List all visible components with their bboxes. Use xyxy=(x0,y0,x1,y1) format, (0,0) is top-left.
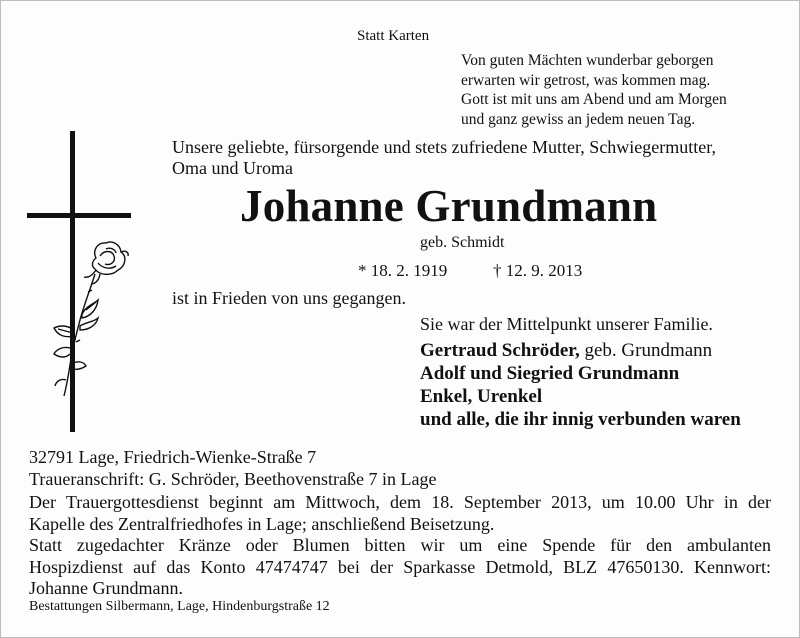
intro-text xyxy=(172,137,716,179)
mourner-line xyxy=(420,362,741,385)
poem-line: erwarten wir getrost, was kommen mag. xyxy=(461,71,711,89)
mourners-list xyxy=(420,339,741,431)
service-line: Kapelle des Zentralfriedhofes in Lage; anschließend Beisetzung. xyxy=(29,513,495,534)
mourner-name-bold: und alle, die ihr innig verbunden waren xyxy=(420,409,741,430)
home-address: 32791 Lage, Friedrich-Wienke-Straße 7 xyxy=(29,447,317,467)
birth-date: * 18. 2. 1919 xyxy=(358,261,448,280)
cross-vertical-bar xyxy=(70,131,75,432)
mourner-line xyxy=(420,339,741,362)
intro-line: Unsere geliebte, fürsorgende und stets zufriedene Mutter, Schwiegermutter, xyxy=(172,137,717,157)
death-date: † 12. 9. 2013 xyxy=(493,261,583,280)
service-info xyxy=(29,492,771,600)
mourner-name-bold: Enkel, Urenkel xyxy=(420,386,543,407)
rose-icon xyxy=(54,242,128,396)
service-line: Johanne Grundmann. xyxy=(29,578,183,598)
mourner-name-bold: Adolf und Siegried Grundmann xyxy=(420,363,680,384)
intro-line: Oma und Uroma xyxy=(172,158,293,178)
mourning-address: Traueranschrift: G. Schröder, Beethovenstraße 7 in Lage xyxy=(29,469,437,489)
service-line: Hospizdienst auf das Konto 47474747 bei der Sparkasse Detmold, BLZ 47650130. Kennwort: xyxy=(29,556,771,577)
poem-line: Von guten Mächten wunderbar geborgen xyxy=(461,52,714,69)
poem-line: Gott ist mit uns am Abend und am Morgen xyxy=(461,91,727,108)
undertaker-info: Bestattungen Silbermann, Lage, Hindenburgstraße 12 xyxy=(29,599,330,614)
mourner-name-bold: Gertraud Schröder, xyxy=(420,340,580,361)
peace-text: ist in Frieden von uns gegangen. xyxy=(172,288,406,308)
service-line: Der Trauergottesdienst beginnt am Mittwoch, dem 18. September 2013, um 10.00 Uhr in der xyxy=(29,492,771,512)
statt-karten-label: Statt Karten xyxy=(357,28,430,44)
address-block xyxy=(29,446,437,490)
cross-horizontal-bar xyxy=(27,213,131,218)
maiden-name: geb. Schmidt xyxy=(420,234,505,251)
mourner-line xyxy=(420,408,741,431)
mourner-maiden-name: geb. Grundmann xyxy=(579,340,713,361)
poem-line: und ganz gewiss an jedem neuen Tag. xyxy=(461,110,696,128)
mourner-line xyxy=(420,385,741,408)
deceased-name: Johanne Grundmann xyxy=(240,181,658,231)
poem-verse xyxy=(461,51,727,129)
service-line: Statt zugedachter Kränze oder Blumen bitten wir um eine Spende für den ambulanten xyxy=(29,535,771,555)
family-center-text: Sie war der Mittelpunkt unserer Familie. xyxy=(420,314,713,334)
